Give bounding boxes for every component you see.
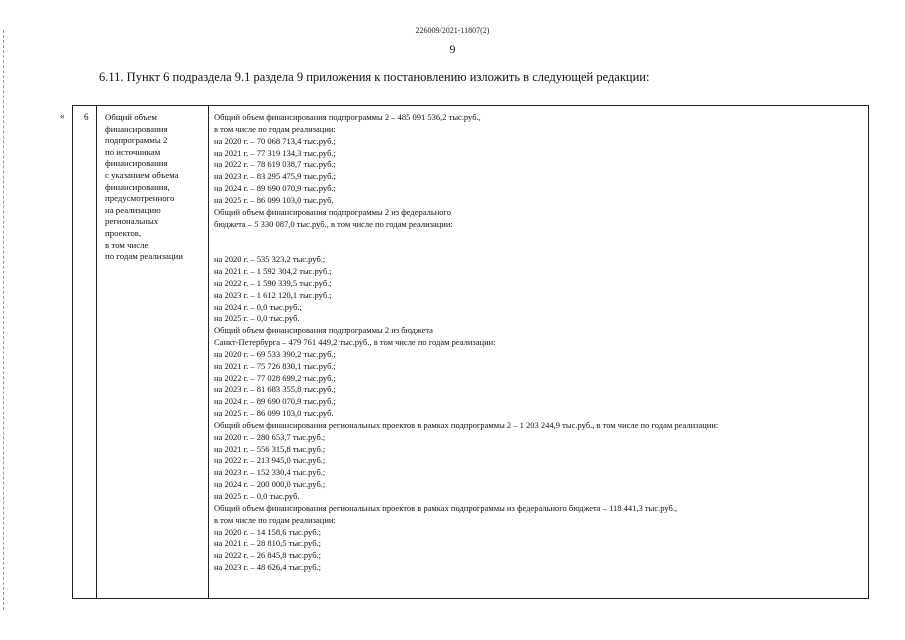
content-line: на 2023 г. – 152 330,4 тыс.руб.; [214, 467, 326, 478]
content-line: на 2021 г. – 556 315,8 тыс.руб.; [214, 443, 326, 454]
content-line: на 2020 г. – 14 158,6 тыс.руб.; [214, 526, 322, 537]
content-line: на 2025 г. – 86 099 103,0 тыс.руб. [214, 408, 334, 419]
content-line: на 2022 г. – 213 945,0 тыс.руб.; [214, 455, 326, 466]
scan-margin-line [3, 30, 4, 610]
label-line: в том числе [105, 239, 149, 250]
content-line: на 2024 г. – 0,0 тыс.руб.; [214, 301, 302, 312]
content-line: на 2020 г. – 70 068 713,4 тыс.руб.; [214, 135, 336, 146]
financing-content-cell [214, 112, 864, 574]
label-line: финансирования, [105, 181, 170, 192]
amendment-heading: 6.11. Пункт 6 подраздела 9.1 раздела 9 приложения к постановлению изложить в следующей редакции: [99, 70, 650, 84]
content-line: на 2020 г. – 69 533 390,2 тыс.руб.; [214, 348, 336, 359]
column-divider-1 [96, 106, 97, 598]
document-id: 226009/2021-11807(2) [415, 26, 490, 35]
label-line: проектов, [105, 227, 142, 238]
content-line: на 2022 г. – 26 845,8 тыс.руб.; [214, 550, 322, 561]
content-block-breakdown [214, 254, 864, 574]
content-line: на 2023 г. – 83 295 475,9 тыс.руб.; [214, 171, 336, 182]
content-line: Общий объем финансирования подпрограммы 2 – 485 091 536,2 тыс.руб., [214, 112, 481, 122]
content-line: на 2025 г. – 0,0 тыс.руб. [214, 491, 300, 501]
content-block-federal-total [214, 112, 864, 230]
row-number: 6 [84, 112, 89, 122]
content-line: Общий объем финансирования региональных проектов в рамках подпрограммы из федерального бюджета – 118 441,3 тыс.руб., [214, 502, 678, 513]
content-line: в том числе по годам реализации: [214, 514, 336, 525]
content-line: на 2021 г. – 28 810,5 тыс.руб.; [214, 538, 322, 549]
label-line: подпрограммы 2 [105, 135, 168, 146]
content-line: на 2025 г. – 86 099 103,0 тыс.руб. [214, 194, 334, 205]
content-line: Санкт-Петербурга – 479 761 449,2 тыс.руб., в том числе по годам реализации: [214, 337, 496, 348]
label-line: финансирования [105, 158, 168, 169]
content-line: на 2022 г. – 77 028 699,2 тыс.руб.; [214, 372, 336, 383]
blank-gap [214, 230, 864, 254]
content-line: в том числе по годам реализации: [214, 123, 336, 134]
content-line: на 2022 г. – 1 590 339,5 тыс.руб.; [214, 277, 332, 288]
content-line: на 2024 г. – 89 690 070,9 тыс.руб.; [214, 183, 336, 194]
content-line: бюджета – 5 330 087,0 тыс.руб., в том числе по годам реализации: [214, 218, 453, 229]
content-line: на 2022 г. – 78 619 038,7 тыс.руб.; [214, 159, 336, 170]
label-line: по годам реализации [105, 251, 183, 262]
content-line: на 2024 г. – 200 000,0 тыс.руб.; [214, 479, 326, 490]
content-line: Общий объем финансирования подпрограммы 2 из бюджета [214, 325, 433, 336]
label-line: с указанием объема [105, 169, 179, 180]
content-line: на 2025 г. – 0,0 тыс.руб. [214, 313, 300, 324]
label-line: финансирования [105, 123, 168, 134]
financing-table [72, 105, 869, 599]
label-line: предусмотренного [105, 193, 175, 204]
opening-quote-mark: « [60, 111, 65, 121]
label-line: региональных [105, 216, 159, 227]
column-divider-2 [208, 106, 209, 598]
content-line: на 2021 г. – 75 726 830,1 тыс.руб.; [214, 360, 336, 371]
content-line: на 2023 г. – 48 626,4 тыс.руб.; [214, 562, 322, 573]
content-line: на 2023 г. – 1 612 120,1 тыс.руб.; [214, 289, 332, 300]
page-number: 9 [449, 42, 456, 56]
content-line: на 2021 г. – 1 592 304,2 тыс.руб.; [214, 265, 332, 276]
label-line: на реализацию [105, 204, 161, 215]
content-line: на 2020 г. – 535 323,2 тыс.руб.; [214, 254, 326, 265]
content-line: на 2024 г. – 89 690 070,9 тыс.руб.; [214, 396, 336, 407]
content-line: Общий объем финансирования подпрограммы 2 из федерального [214, 206, 452, 217]
label-line: по источникам [105, 146, 161, 157]
content-line: Общий объем финансирования региональных проектов в рамках подпрограммы 2 – 1 203 244,9 тыс.руб., в том числе по годам реализации: [214, 419, 719, 430]
label-line: Общий объем [105, 112, 157, 122]
row-label-cell [105, 112, 205, 263]
content-line: на 2021 г. – 77 319 134,3 тыс.руб.; [214, 147, 336, 158]
content-line: на 2020 г. – 280 653,7 тыс.руб.; [214, 431, 326, 442]
content-line: на 2023 г. – 81 683 355,8 тыс.руб.; [214, 384, 336, 395]
